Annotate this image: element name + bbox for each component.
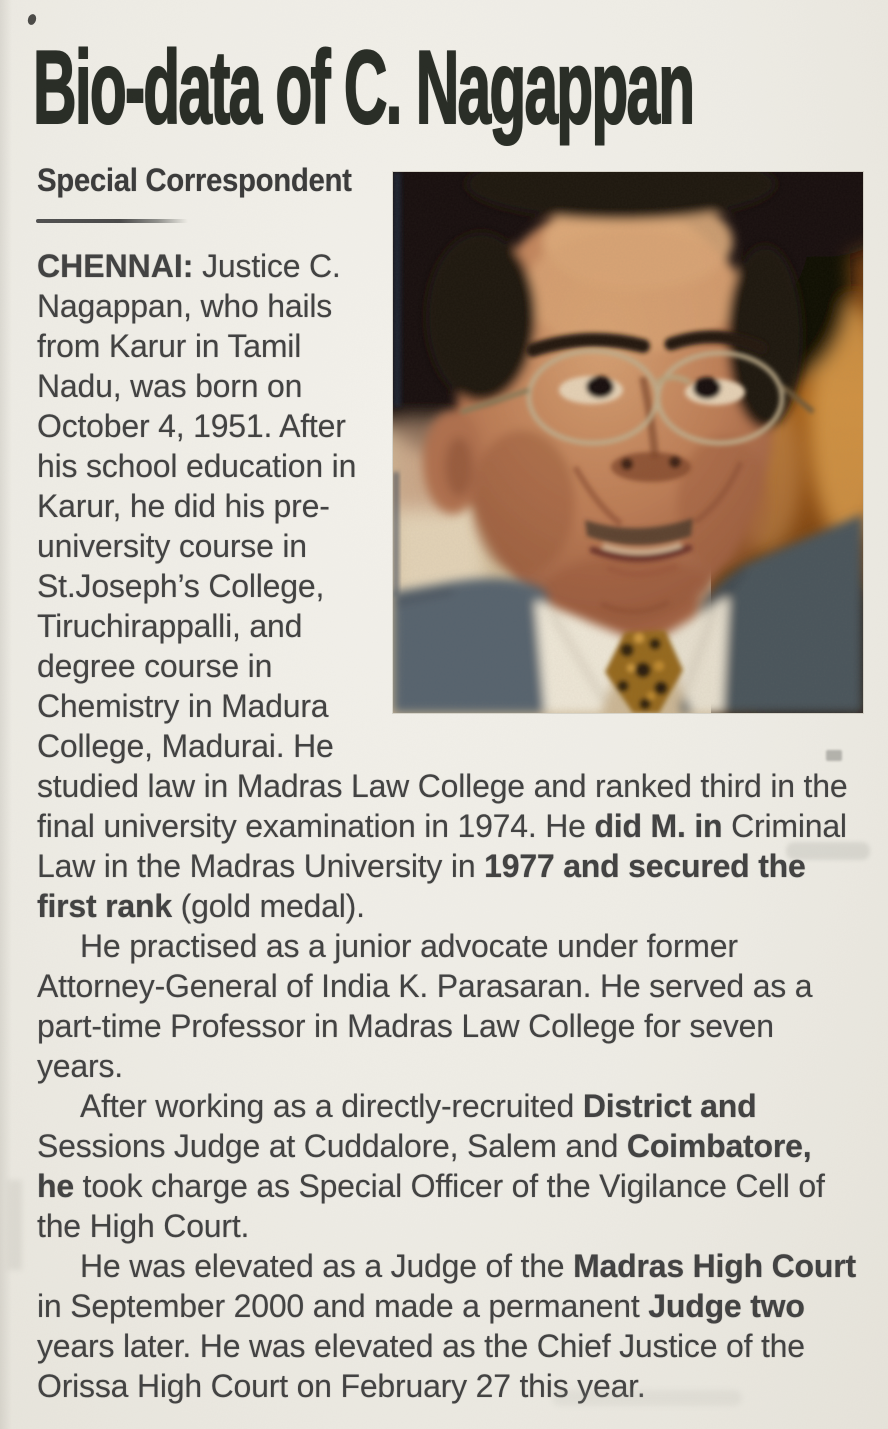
article-paragraph bbox=[37, 926, 856, 1086]
byline-rule bbox=[36, 219, 188, 223]
paragraph-text: He was elevated as a Judge of the Madras High Court in September 2000 and made a permanent Judge two years later. He was elevated as the Chief Justice of the Orissa High Court on February 27 this year. bbox=[37, 1248, 856, 1404]
dateline: CHENNAI: bbox=[37, 248, 194, 284]
article-paragraph bbox=[37, 1246, 856, 1406]
paragraph-text: After working as a directly-recruited District and Sessions Judge at Cuddalore, Salem and Coimbatore, he took charge as Special Officer of the Vigilance Cell of the High Court. bbox=[37, 1088, 825, 1244]
article-paragraph bbox=[37, 1086, 856, 1246]
article-byline: Special Correspondent bbox=[37, 162, 352, 198]
photo-wrap-spacer bbox=[386, 246, 856, 746]
article-headline: Bio-data of C. Nagappan bbox=[33, 30, 694, 146]
scan-smudge bbox=[552, 1390, 742, 1406]
scan-smudge bbox=[786, 842, 870, 860]
article-body bbox=[37, 246, 856, 1406]
paragraph-text: Justice C. Nagappan, who hails from Karur in Tamil Nadu, was born on October 4, 1951. After his school education in Karur, he did his pre-university course in St.Joseph’s College, Tiruchirappalli, and degree course in Chemistry in Madura College, Madurai. He studied law in Madras Law College and ranked third in the final university examination in 1974. He did M. in Criminal Law in the Madras University in 1977 and secured the first rank (gold medal). bbox=[37, 248, 848, 924]
scan-edge-shadow bbox=[0, 0, 12, 1429]
scan-smudge bbox=[826, 750, 842, 761]
paragraph-text: He practised as a junior advocate under former Attorney-General of India K. Parasaran. He served as a part-time Professor in Madras Law College for seven years. bbox=[37, 928, 813, 1084]
ink-speck bbox=[26, 13, 37, 26]
